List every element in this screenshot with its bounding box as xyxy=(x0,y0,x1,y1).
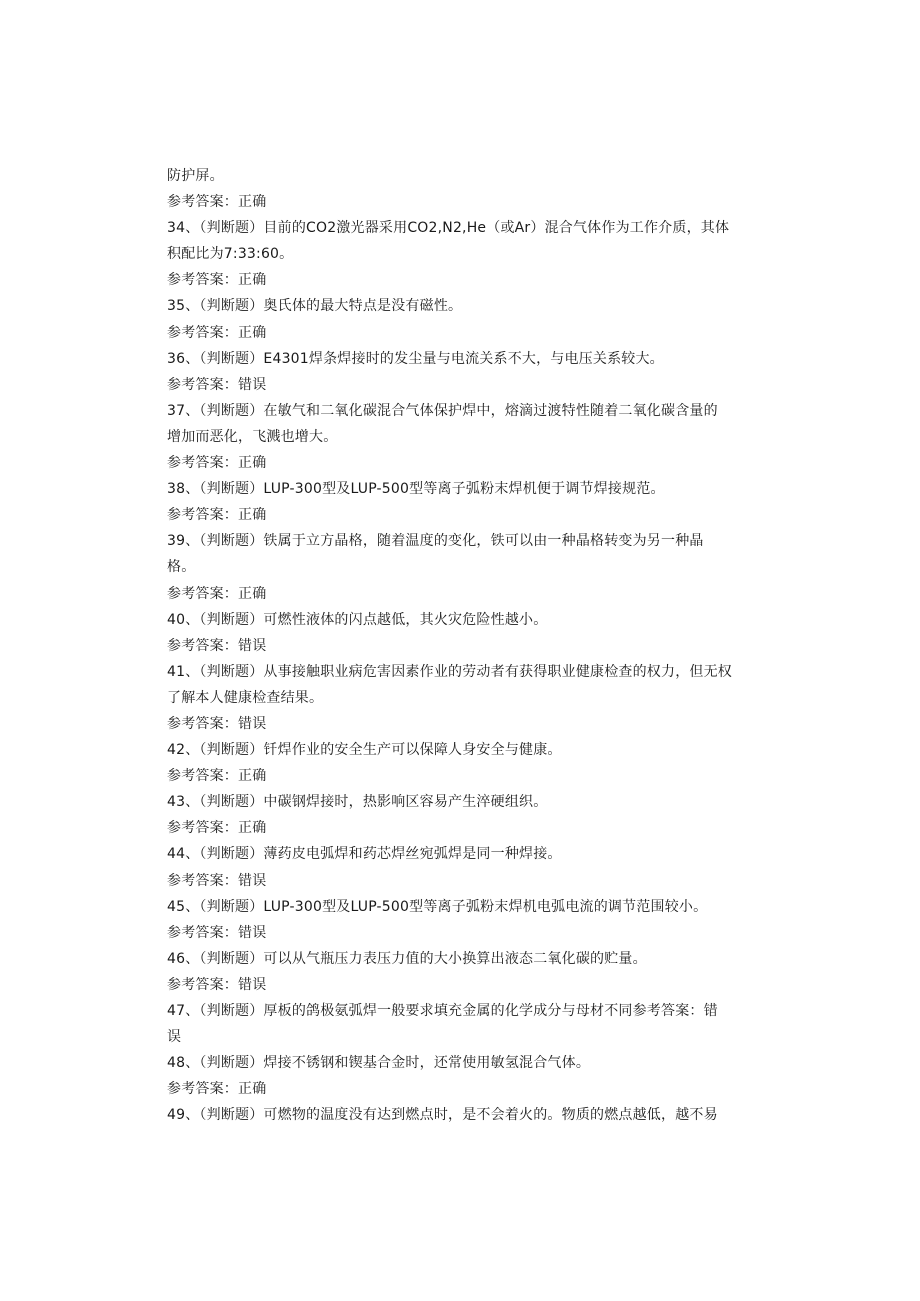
question-line: 40、（判断题）可燃性液体的闪点越低，其火灾危险性越小。 xyxy=(167,611,548,628)
question-line: 39、（判断题）铁属于立方晶格，随着温度的变化，铁可以由一种晶格转变为另一种晶 xyxy=(167,533,704,550)
question-line: 42、（判断题）钎焊作业的安全生产可以保障人身安全与健康。 xyxy=(167,742,562,759)
question-line: 37、（判断题）在敏气和二氧化碳混合气体保护焊中，熔滴过渡特性随着二氧化碳含量的 xyxy=(167,402,718,419)
answer-line: 参考答案：正确 xyxy=(167,455,267,472)
question-line: 45、（判断题）LUP-300型及LUP-500型等离子弧粉末焊机电弧电流的调节范围较小。 xyxy=(167,898,708,915)
continuation-line: 格。 xyxy=(167,559,196,576)
answer-line: 参考答案：错误 xyxy=(167,637,267,654)
question-line: 43、（判断题）中碳钢焊接时，热影响区容易产生淬硬组织。 xyxy=(167,794,548,811)
answer-line: 参考答案：错误 xyxy=(167,715,267,732)
question-line: 36、（判断题）E4301焊条焊接时的发尘量与电流关系不大，与电压关系较大。 xyxy=(167,350,664,367)
question-line: 38、（判断题）LUP-300型及LUP-500型等离子弧粉末焊机便于调节焊接规范。 xyxy=(167,481,665,498)
question-line: 47、（判断题）厚板的鸽极氨弧焊一般要求填充金属的化学成分与母材不同参考答案：错 xyxy=(167,1003,718,1019)
answer-line: 参考答案：错误 xyxy=(167,376,267,393)
answer-line: 参考答案：正确 xyxy=(167,820,267,837)
continuation-line: 误 xyxy=(167,1029,182,1046)
continuation-line: 积配比为7:33:60。 xyxy=(167,246,294,263)
answer-line: 参考答案：正确 xyxy=(167,507,267,524)
answer-line: 参考答案：错误 xyxy=(167,872,267,889)
question-line: 49、（判断题）可燃物的温度没有达到燃点时，是不会着火的。物质的燃点越低，越不易 xyxy=(167,1107,718,1124)
continuation-line: 增加而恶化，飞溅也增大。 xyxy=(167,428,338,445)
continuation-line: 防护屏。 xyxy=(167,168,224,184)
answer-line: 参考答案：正确 xyxy=(167,585,267,602)
answer-line: 参考答案：错误 xyxy=(167,924,267,941)
answer-line: 参考答案：正确 xyxy=(167,272,267,289)
question-line: 44、（判断题）薄药皮电弧焊和药芯焊丝宛弧焊是同一种焊接。 xyxy=(167,846,562,863)
continuation-line: 了解本人健康检查结果。 xyxy=(167,689,324,706)
document-page xyxy=(167,163,757,1128)
answer-line: 参考答案：正确 xyxy=(167,194,267,211)
question-line: 46、（判断题）可以从气瓶压力表压力值的大小换算出液态二氧化碳的贮量。 xyxy=(167,950,647,967)
answer-line: 参考答案：正确 xyxy=(167,324,267,341)
answer-line: 参考答案：正确 xyxy=(167,1081,267,1098)
answer-line: 参考答案：错误 xyxy=(167,976,267,993)
question-line: 34、（判断题）目前的CO2激光器采用CO2,N2,He（或Ar）混合气体作为工作介质，其体 xyxy=(167,220,730,237)
question-line: 48、（判断题）焊接不锈钢和锲基合金时，还常使用敏氢混合气体。 xyxy=(167,1055,591,1072)
answer-line: 参考答案：正确 xyxy=(167,768,267,785)
question-line: 35、（判断题）奥氏体的最大特点是没有磁性。 xyxy=(167,298,463,315)
question-line: 41、（判断题）从事接触职业病危害因素作业的劳动者有获得职业健康检查的权力，但无权 xyxy=(167,663,733,680)
